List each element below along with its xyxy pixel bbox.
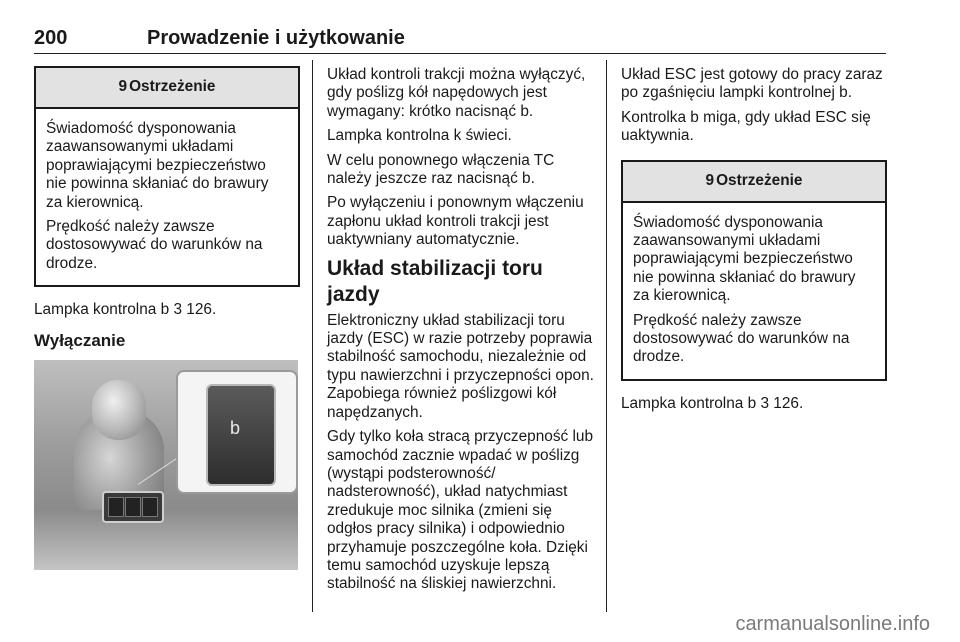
warning-box [34, 66, 300, 287]
paragraph: Elektroniczny układ stabilizacji toru jazdy (ESC) w razie potrzeby poprawia stabilność samochodu, niezależnie od typu nawierzchni i przyczepności opon. Zapobiega również poślizgowi kół napędzanych. [327, 311, 594, 421]
subheading-disable: Wyłączanie [34, 330, 126, 350]
header-divider [34, 53, 886, 54]
paragraph: Układ ESC jest gotowy do pracy zaraz po zgaśnięciu lampki kontrolnej b. [621, 66, 883, 102]
gear-knob [92, 380, 146, 440]
warning-paragraph: Prędkość należy zawsze dostosowywać do warunków na drodze. [633, 311, 850, 366]
paragraph: Układ kontroli trakcji można wyłączyć, gdy poślizg kół napędowych jest wymagany: krótko nacisnąć b. [327, 66, 586, 120]
section-heading: Układ stabilizacji toru jazdy [327, 256, 543, 306]
warning-box [621, 160, 887, 381]
warning-label: Ostrzeżenie [129, 78, 216, 96]
detail-inset [176, 370, 298, 494]
warning-body [623, 203, 885, 379]
center-console [34, 510, 298, 570]
column-3 [621, 66, 887, 419]
traction-off-icon: b [230, 418, 241, 439]
switch-bank [102, 491, 164, 523]
lamp-reference: Lampka kontrolna b 3 126. [34, 301, 217, 319]
traction-control-button [206, 384, 276, 486]
paragraph: Kontrolka b miga, gdy układ ESC się uaktywnia. [621, 108, 871, 145]
page-header [34, 27, 886, 53]
warning-paragraph: Prędkość należy zawsze dostosowywać do warunków na drodze. [46, 218, 263, 272]
console-switch-photo [34, 360, 298, 570]
page-number: 200 [34, 27, 68, 49]
column-divider [312, 60, 313, 612]
lamp-reference: Lampka kontrolna b 3 126. [621, 394, 804, 412]
paragraph: Po wyłączeniu i ponownym włączeniu zapłonu układ kontroli trakcji jest uaktywniany automatycznie. [327, 194, 584, 249]
column-2 [327, 66, 595, 600]
paragraph: W celu ponownego włączenia TC należy jeszcze raz nacisnąć b. [327, 151, 555, 188]
warning-paragraph: Świadomość dysponowania zaawansowanymi układami poprawiającymi bezpieczeństwo nie powinna skłaniać do brawury za kierownicą. [633, 213, 856, 305]
column-1 [34, 66, 300, 570]
warning-header [623, 162, 885, 203]
paragraph: Lampka kontrolna k świeci. [327, 127, 512, 145]
paragraph: Gdy tylko koła stracą przyczepność lub samochód zacznie wpadać w poślizg (wystąpi podsterowność/ nadsterowność), układ natychmiast zredukuje moc silnika (zmieni się odgłos pracy silnika) i odpowiednio przyhamuje poszczególne koła. Dzięki temu samochód uzyskuje lepszą stabilność na śliskiej nawierzchni. [327, 428, 594, 593]
warning-header [36, 68, 298, 109]
warning-body [36, 109, 298, 285]
warning-icon: 9 [118, 78, 128, 96]
watermark: carmanualsonline.info [735, 613, 930, 635]
chapter-title: Prowadzenie i użytkowanie [147, 27, 405, 49]
warning-paragraph: Świadomość dysponowania zaawansowanymi układami poprawiającymi bezpieczeństwo nie powinna skłaniać do brawury za kierownicą. [46, 120, 269, 211]
warning-icon: 9 [705, 171, 715, 189]
warning-label: Ostrzeżenie [716, 171, 803, 189]
column-divider [606, 60, 607, 612]
